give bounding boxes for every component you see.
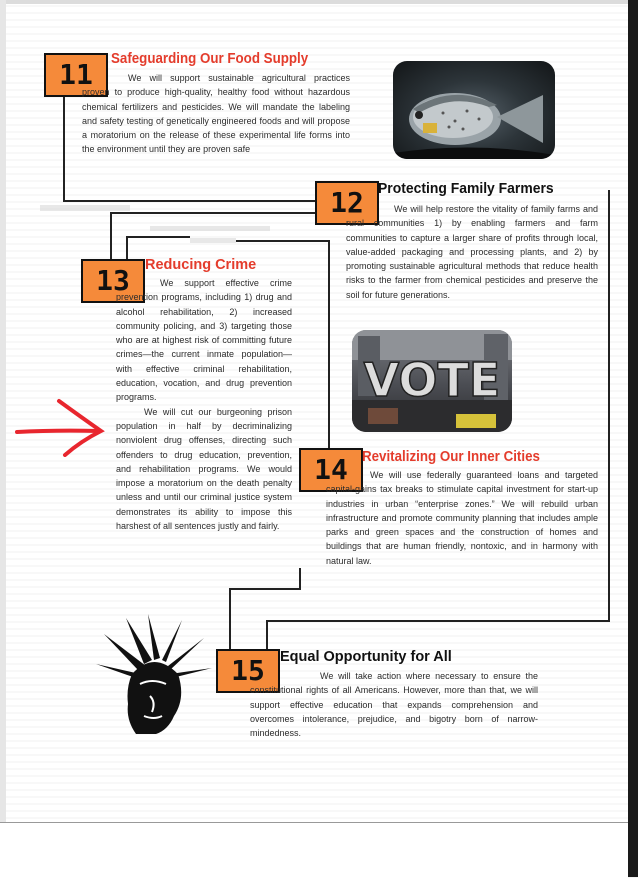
- section-11-number: 11: [44, 53, 108, 97]
- connector-line: [266, 620, 610, 622]
- connector-line: [63, 200, 315, 202]
- section-14-number: 14: [299, 448, 363, 492]
- connector-line: [110, 212, 318, 214]
- scan-edge-right: [628, 0, 638, 877]
- section-13-body-p1: We support effective crime prevention programs, including 1) drug and alcohol rehabilitation, 2) increased community policing, and 3) targeting those who are at highest risk of committing future crimes—the current inmate population—with effective criminal rehabilitation, education, vocation, and drug prevention programs.: [116, 278, 292, 403]
- scan-smudge: [190, 238, 236, 243]
- section-13-number: 13: [81, 259, 145, 303]
- fish-photo: [393, 61, 555, 159]
- statue-of-liberty-icon: [96, 612, 214, 734]
- section-15-number: 15: [216, 649, 280, 693]
- connector-line: [328, 240, 330, 452]
- section-12-title: Protecting Family Farmers: [378, 181, 554, 197]
- section-14-body: [326, 468, 598, 568]
- scan-smudge: [40, 205, 130, 211]
- section-13-body: [116, 276, 292, 533]
- connector-line: [229, 588, 231, 650]
- connector-line: [229, 588, 301, 590]
- scan-bottom-margin: [0, 822, 628, 878]
- scan-smudge: [150, 226, 270, 231]
- section-14-body-text: We will use federally guaranteed loans and targeted capital-gains tax breaks to stimulate capital investment for start-up industries in urban “enterprise zones.” We will rebuild urban infrastructure and promote community planning that includes ample parks and green spaces and the construction of homes and buildings that are human friendly, nontoxic, and in harmony with natural law.: [326, 470, 598, 566]
- section-12-body-text: We will help restore the vitality of family farms and rural communities 1) by enabling farmers and farm communities to capture a larger share of profits through local, value-added packaging and processing plants, and 2) by promoting sustainable agricultural methods that reduce health risks to the farmer from chemical pesticides and preserve the soil for future generations.: [346, 204, 598, 300]
- connector-line: [236, 240, 330, 242]
- section-11-body: [82, 71, 350, 157]
- section-12-number: 12: [315, 181, 379, 225]
- fish-illustration: [393, 61, 555, 159]
- connector-line: [266, 620, 268, 650]
- connector-line: [63, 96, 65, 202]
- section-15-body-text: We will take action where necessary to ensure the constitutional rights of all Americans. However, more than that, we will support effective education that expands comprehension and overcomes intolerance, prejudice, and bigotry born of narrow-mindedness.: [250, 671, 538, 739]
- section-11-body-text: We will support sustainable agricultural practices proven to produce high-quality, healthy food without hazardous chemical fertilizers and pesticides. We will mandate the labeling and safety testing of genetically engineered foods and will propose a moratorium on the release of these experimental life forms into the environment until they are proven safe: [82, 73, 350, 155]
- connector-line: [299, 568, 301, 590]
- section-13-title: Reducing Crime: [145, 257, 257, 273]
- connector-line: [110, 212, 112, 260]
- section-12-body: [346, 202, 598, 302]
- scan-shadow-top: [6, 0, 628, 4]
- connector-line: [126, 236, 128, 260]
- section-11-title: Safeguarding Our Food Supply: [111, 51, 309, 67]
- vote-photo: [352, 330, 512, 432]
- section-15-body: [250, 669, 538, 740]
- section-14-title: Revitalizing Our Inner Cities: [362, 449, 540, 465]
- connector-line: [608, 190, 610, 622]
- red-arrow-icon: [15, 397, 105, 457]
- vote-illustration: [352, 330, 512, 432]
- scan-edge-left: [0, 0, 6, 877]
- connector-line: [126, 236, 190, 238]
- section-13-body-p2: We will cut our burgeoning prison population in half by decriminalizing nonviolent drug offenses, directing such offenders to drug education, prevention, and rehabilitation programs. We would impose a moratorium on the death penalty unless and until our criminal justice system demonstrates its ability to impose this harshest of all sentences justly and fairly.: [116, 406, 292, 532]
- vote-sign-text: VOTE: [363, 353, 501, 407]
- section-15-title: Equal Opportunity for All: [280, 649, 452, 665]
